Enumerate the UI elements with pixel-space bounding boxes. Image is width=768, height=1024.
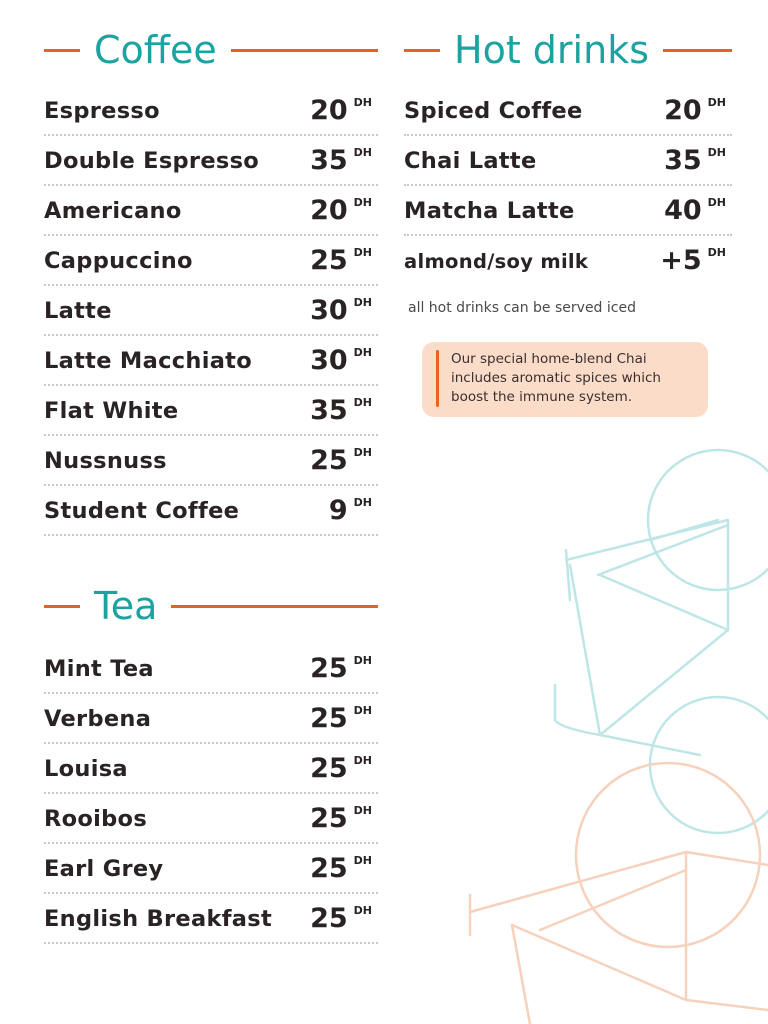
item-name: Flat White — [44, 398, 179, 424]
currency-label: DH — [353, 446, 372, 459]
menu-item — [44, 646, 378, 694]
item-price — [310, 754, 378, 784]
item-price — [310, 96, 378, 126]
price-value: 40 — [664, 195, 702, 226]
price-value: +5 — [660, 245, 702, 276]
price-value: 25 — [310, 653, 348, 684]
price-value: 25 — [310, 853, 348, 884]
price-value: 35 — [310, 395, 348, 426]
currency-label: DH — [353, 146, 372, 159]
item-name: Latte Macchiato — [44, 348, 252, 374]
item-price — [310, 346, 378, 376]
price-value: 25 — [310, 803, 348, 834]
item-price — [660, 246, 732, 276]
item-name: Mint Tea — [44, 656, 154, 682]
currency-label: DH — [353, 904, 372, 917]
header-rule — [44, 605, 80, 608]
item-name: Double Espresso — [44, 148, 260, 174]
item-name: almond/soy milk — [404, 249, 589, 273]
currency-label: DH — [707, 146, 726, 159]
item-name: Student Coffee — [44, 498, 240, 524]
currency-label: DH — [353, 496, 372, 509]
header-rule — [663, 49, 732, 52]
menu-item — [44, 746, 378, 794]
menu-item — [44, 438, 378, 486]
hot-drinks-header — [404, 26, 732, 74]
price-value: 25 — [310, 903, 348, 934]
currency-label: DH — [353, 804, 372, 817]
tea-section — [44, 582, 378, 946]
menu-item — [44, 388, 378, 436]
item-name: Rooibos — [44, 806, 148, 832]
item-price — [310, 196, 378, 226]
chai-callout — [422, 342, 708, 417]
iced-note: all hot drinks can be served iced — [408, 300, 636, 316]
currency-label: DH — [353, 704, 372, 717]
menu-item — [44, 896, 378, 944]
hot-drinks-section — [404, 26, 732, 417]
currency-label: DH — [353, 246, 372, 259]
menu-item — [404, 138, 732, 186]
menu-item — [404, 88, 732, 136]
item-price — [664, 96, 732, 126]
menu-item — [44, 696, 378, 744]
currency-label: DH — [353, 396, 372, 409]
hot-drinks-title: Hot drinks — [454, 28, 649, 72]
currency-label: DH — [353, 346, 372, 359]
item-name: Matcha Latte — [404, 198, 575, 224]
menu-item — [44, 846, 378, 894]
tea-header — [44, 582, 378, 630]
price-value: 35 — [664, 145, 702, 176]
item-price — [310, 446, 378, 476]
item-price — [664, 196, 732, 226]
item-name: Louisa — [44, 756, 128, 782]
menu-item — [44, 338, 378, 386]
tea-title: Tea — [94, 584, 158, 628]
currency-label: DH — [353, 96, 372, 109]
menu-item — [44, 188, 378, 236]
item-price — [310, 396, 378, 426]
currency-label: DH — [353, 296, 372, 309]
item-price — [664, 146, 732, 176]
tea-list — [44, 646, 378, 944]
currency-label: DH — [707, 196, 726, 209]
coffee-header — [44, 26, 378, 74]
item-price — [310, 246, 378, 276]
item-price — [329, 496, 378, 526]
currency-label: DH — [353, 196, 372, 209]
item-name: Spiced Coffee — [404, 98, 583, 124]
callout-accent-bar — [436, 350, 439, 407]
menu-item — [44, 796, 378, 844]
coffee-title: Coffee — [94, 28, 217, 72]
menu-item — [44, 138, 378, 186]
menu-item — [404, 188, 732, 236]
header-rule — [404, 49, 440, 52]
menu-item — [404, 238, 732, 284]
price-value: 9 — [328, 495, 348, 526]
item-name: Chai Latte — [404, 148, 537, 174]
currency-label: DH — [707, 246, 726, 259]
item-price — [310, 654, 378, 684]
price-value: 30 — [310, 295, 348, 326]
hot-drinks-list — [404, 88, 732, 284]
price-value: 25 — [310, 245, 348, 276]
price-value: 20 — [664, 95, 702, 126]
menu-item — [44, 88, 378, 136]
callout-text: Our special home-blend Chai includes aromatic spices which boost the immune system. — [451, 351, 661, 405]
item-name: English Breakfast — [44, 906, 273, 932]
price-value: 35 — [310, 145, 348, 176]
menu-item — [44, 288, 378, 336]
price-value: 25 — [310, 703, 348, 734]
item-name: Americano — [44, 198, 182, 224]
item-price — [310, 704, 378, 734]
item-price — [310, 804, 378, 834]
item-name: Nussnuss — [44, 448, 167, 474]
item-name: Cappuccino — [44, 248, 193, 274]
item-price — [310, 904, 378, 934]
currency-label: DH — [707, 96, 726, 109]
item-price — [310, 146, 378, 176]
item-name: Earl Grey — [44, 856, 164, 882]
header-rule — [44, 49, 80, 52]
price-value: 25 — [310, 753, 348, 784]
item-name: Espresso — [44, 98, 160, 124]
price-value: 25 — [310, 445, 348, 476]
coffee-list — [44, 88, 378, 536]
item-price — [310, 854, 378, 884]
menu-item — [44, 238, 378, 286]
price-value: 30 — [310, 345, 348, 376]
currency-label: DH — [353, 854, 372, 867]
header-rule — [231, 49, 378, 52]
price-value: 20 — [310, 95, 348, 126]
item-name: Latte — [44, 298, 112, 324]
coffee-section — [44, 26, 378, 538]
item-name: Verbena — [44, 706, 152, 732]
item-price — [310, 296, 378, 326]
menu-item — [44, 488, 378, 536]
currency-label: DH — [353, 654, 372, 667]
price-value: 20 — [310, 195, 348, 226]
header-rule — [171, 605, 378, 608]
currency-label: DH — [353, 754, 372, 767]
